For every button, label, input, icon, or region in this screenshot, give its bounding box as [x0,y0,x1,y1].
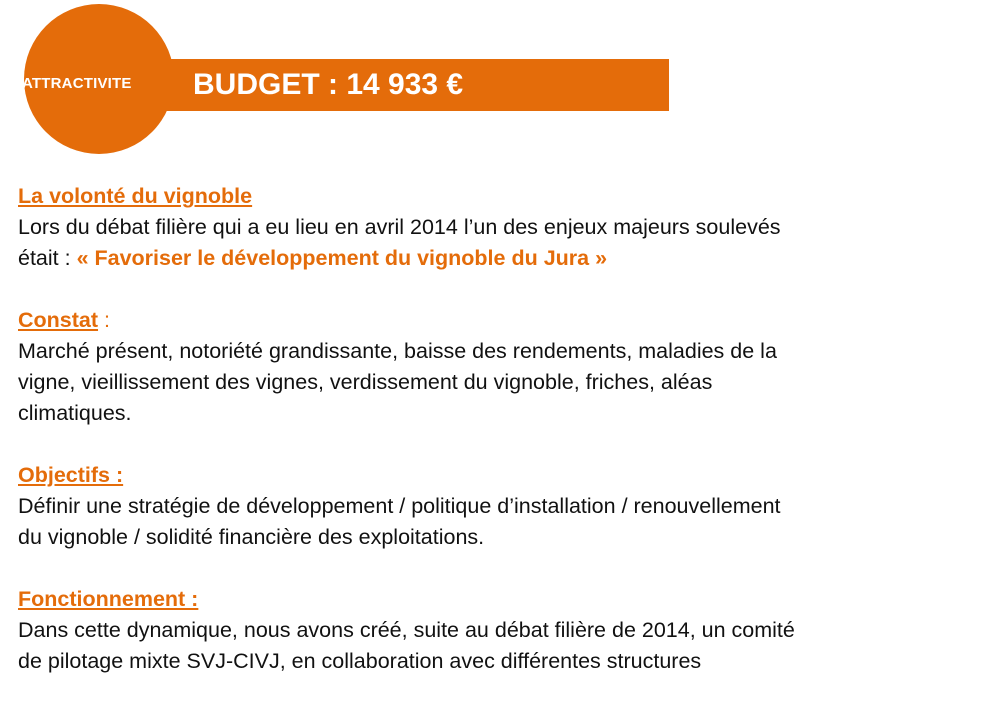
budget-title: BUDGET : 14 933 € [193,68,464,101]
highlight-quote: « Favoriser le développement du vignoble du Jura » [76,246,608,270]
paragraph-text: était : [18,246,77,270]
section-constat [18,305,998,429]
document-body [18,181,998,708]
paragraph-line: vigne, vieillissement des vignes, verdissement du vignoble, friches, aléas [18,370,713,394]
section-heading [18,584,998,615]
paragraph-line: Lors du débat filière qui a eu lieu en avril 2014 l’un des enjeux majeurs soulevés [18,215,781,239]
section-heading-text: Objectifs : [18,463,124,487]
section-heading-text: La volonté du vignoble [18,184,253,208]
section-heading [18,305,998,336]
section-heading-text: Constat [18,308,99,332]
section-heading [18,181,998,212]
paragraph-line: du vignoble / solidité financière des exploitations. [18,525,485,549]
section-heading-text: Fonctionnement : [18,587,199,611]
section-heading-suffix: : [98,308,110,332]
paragraph-line: Marché présent, notoriété grandissante, baisse des rendements, maladies de la [18,339,777,363]
paragraph-line: Définir une stratégie de développement / politique d’installation / renouvellement [18,494,781,518]
paragraph-line: Dans cette dynamique, nous avons créé, suite au débat filière de 2014, un comité [18,618,795,642]
category-tag: ATTRACTIVITE [22,75,132,92]
paragraph-line: climatiques. [18,401,132,425]
section-fonctionnement [18,584,998,677]
paragraph-line: de pilotage mixte SVJ-CIVJ, en collaboration avec différentes structures [18,649,702,673]
section-volonte [18,181,998,274]
section-objectifs [18,460,998,553]
paragraph-line [18,243,998,274]
section-heading [18,460,998,491]
